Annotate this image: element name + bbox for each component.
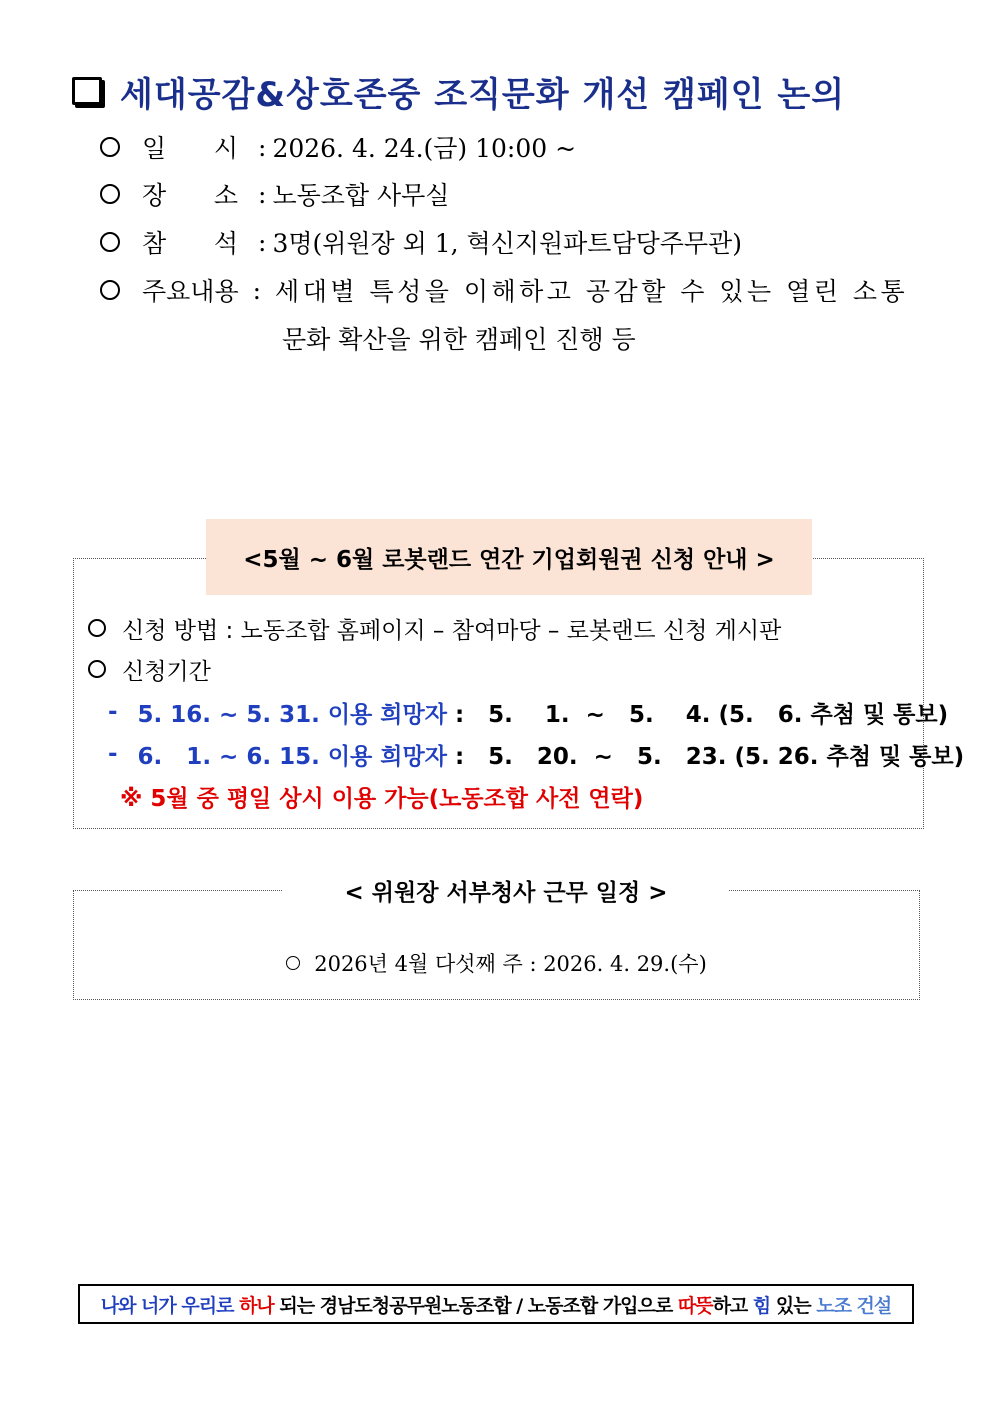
meeting-value: 노동조합 사무실	[272, 181, 450, 210]
meeting-row-place: 장 소 : 노동조합 사무실	[100, 174, 449, 214]
meeting-label: 일 시	[142, 134, 238, 163]
robotland-period-row	[108, 736, 964, 772]
slogan-banner	[78, 1284, 914, 1324]
meeting-row-date: 일 시 : 2026. 4. 24.(금) 10:00 ~	[100, 127, 576, 167]
period-dash: -	[108, 741, 118, 767]
meeting-value: 2026. 4. 24.(금) 10:00 ~	[272, 134, 577, 163]
robotland-notice-title: <5월 ~ 6월 로봇랜드 연간 기업회원권 신청 안내 >	[206, 519, 812, 595]
slogan-part: 되는 경남도청공무원노동조합 / 노동조합 가입으로	[273, 1294, 678, 1317]
slogan-part: 따뜻	[677, 1294, 713, 1317]
slogan-part: 힘	[752, 1294, 771, 1317]
slogan-part: 하고	[712, 1294, 753, 1317]
meeting-label: 참 석	[142, 229, 238, 258]
period-range: 6. 1. ~ 6. 15. 이용 희망자	[137, 743, 447, 770]
robotland-method-text: 신청 방법 : 노동조합 홈페이지 – 참여마당 – 로봇랜드 신청 게시판	[122, 617, 782, 644]
period-range: 5. 16. ~ 5. 31. 이용 희망자	[137, 701, 447, 728]
meeting-label: 주요내용	[142, 277, 239, 306]
robotland-period-heading	[88, 651, 211, 687]
circle-bullet-icon	[100, 232, 120, 252]
circle-bullet-icon	[88, 619, 106, 637]
meeting-value: 3명(위원장 외 1, 혁신지원파트담당주무관)	[272, 229, 742, 258]
circle-bullet-icon	[88, 660, 106, 678]
circle-bullet-icon	[100, 137, 120, 157]
section-title: 세대공감&상호존중 조직문화 개선 캠페인 논의	[120, 74, 846, 115]
meeting-label: 장 소	[142, 181, 238, 210]
meeting-value: 세대별 특성을 이해하고 공감할 수 있는 열린 소통	[275, 277, 909, 306]
circle-bullet-icon	[100, 184, 120, 204]
slogan-part: 있는	[770, 1294, 817, 1317]
circle-bullet-icon	[286, 956, 300, 970]
schedule-title: < 위원장 서부청사 근무 일정 >	[283, 868, 729, 912]
schedule-text: 2026년 4월 다섯째 주 : 2026. 4. 29.(수)	[314, 952, 707, 976]
meeting-row-content: 주요내용 : 세대별 특성을 이해하고 공감할 수 있는 열린 소통	[100, 270, 908, 310]
meeting-content-continuation: 문화 확산을 위한 캠페인 진행 등	[282, 325, 636, 354]
period-detail: : 5. 1. ~ 5. 4. (5. 6. 추첨 및 통보)	[454, 701, 949, 728]
robotland-note: ※ 5월 중 평일 상시 이용 가능(노동조합 사전 연락)	[120, 785, 644, 812]
robotland-method	[88, 610, 781, 646]
slogan-part: 나와 너가 우리로	[100, 1294, 240, 1317]
robotland-period-row	[108, 694, 948, 730]
schedule-line	[73, 943, 920, 983]
slogan-part: 노조 건설	[816, 1294, 892, 1317]
checkbox-square-icon	[72, 77, 102, 105]
meeting-row-attendees: 참 석 : 3명(위원장 외 1, 혁신지원파트담당주무관)	[100, 222, 742, 262]
period-dash: -	[108, 699, 118, 725]
section-heading	[72, 66, 845, 116]
period-detail: : 5. 20. ~ 5. 23. (5. 26. 추첨 및 통보)	[454, 743, 965, 770]
circle-bullet-icon	[100, 280, 120, 300]
robotland-period-label: 신청기간	[122, 658, 211, 685]
slogan-part: 하나	[239, 1294, 274, 1317]
